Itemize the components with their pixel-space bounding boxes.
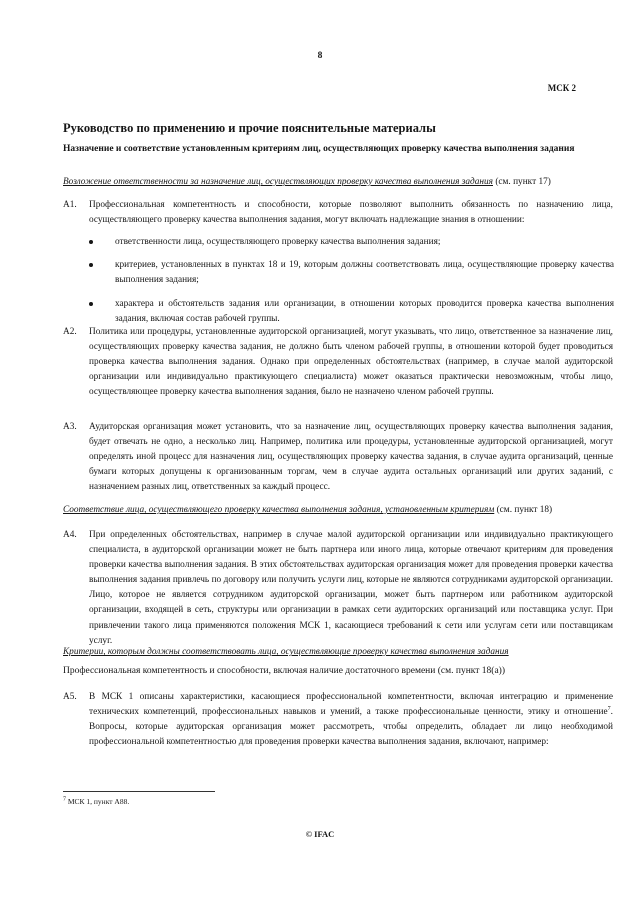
- paragraph-a4: [63, 528, 613, 649]
- standard-code: МСК 2: [547, 83, 576, 93]
- bullet-list: [89, 235, 614, 333]
- footnote-divider: [63, 791, 215, 792]
- paragraph-a2: [63, 325, 613, 400]
- paragraph-number: A5.: [63, 692, 77, 702]
- paragraph-text: Аудиторская организация может установить, что за назначение лиц, осуществляющих проверку качества выполнения задания, будет отвечать не одно, а несколько лиц. Например, политика или процедуры, установленные аудиторской организацией, могут определять иной процесс для назначения лиц, осуществляющих проверку качества задания, в случае аудита организаций, ценные бумаги которых допущены к организованным торгам, чем в случае аудита остальных организаций или других заданий, с назначением разных лиц, ответственных за каждый процесс.: [89, 422, 613, 493]
- paragraph-a3: [63, 420, 613, 495]
- subheading-responsibility: [63, 177, 603, 187]
- copyright-footer: © IFAC: [305, 829, 335, 839]
- list-item: характера и обстоятельств задания или организации, в отношении которых проводится проверка качества выполнения задания, включая состав рабочей группы.: [89, 297, 614, 327]
- paragraph-text: Профессиональная компетентность и способности, которые позволяют выполнить обязанность по назначению лица, осуществляющего проверку качества выполнения задания, могут включать надлежащие знания в отношении:: [89, 200, 613, 226]
- paragraph-a5: [63, 690, 613, 750]
- page-number: 8: [317, 51, 323, 61]
- list-item: критериев, установленных в пунктах 18 и 19, которым должны соответствовать лица, осуществляющие проверку качества выполнения задания;: [89, 258, 614, 288]
- paragraph-text: Политика или процедуры, установленные аудиторской организацией, могут указывать, что лицо, ответственное за назначение лиц, осуществляющих проверку качества задания, не должно быть членом рабочей группы, в отношении которой будет проводиться проверка качества выполнения задания. Однако при определенных обстоятельствах (например, в случае малой аудиторской организации или индивидуально практикующего специалиста) может оказаться практически невозможным, чтобы лицо, осуществляющее проверку качества выполнения задания, было не назначено членом рабочей группы.: [89, 327, 613, 398]
- subheading-italic: Соответствие лица, осуществляющего проверку качества выполнения задания, установленным критериям: [63, 505, 495, 515]
- subheading-ref: (см. пункт 18): [494, 505, 553, 515]
- subheading-criteria: [63, 647, 603, 657]
- footnote-reference[interactable]: 7: [607, 706, 611, 712]
- list-item: ответственности лица, осуществляющего проверку качества выполнения задания;: [89, 235, 614, 250]
- footnote-text: МСК 1, пункт А88.: [66, 797, 130, 806]
- subheading-competence: Профессиональная компетентность и способности, включая наличие достаточного времени (см. пункт 18(а)): [63, 666, 506, 676]
- paragraph-number: A2.: [63, 327, 77, 337]
- page-title: Руководство по применению и прочие пояснительные материалы: [63, 121, 436, 135]
- paragraph-number: A4.: [63, 530, 77, 540]
- paragraph-a1: [63, 198, 613, 228]
- footnote-mark: 7: [63, 796, 66, 803]
- paragraph-number: A3.: [63, 422, 77, 432]
- bullet-icon: [89, 302, 93, 306]
- subheading-eligibility: [63, 505, 603, 515]
- paragraph-text: В МСК 1 описаны характеристики, касающиеся профессиональной компетентности, включая интеграцию и применение технических компетенций, профессиональных навыков и умений, а также профессиональные ценности, этику и отношение$^7$. Вопросы, которые аудиторская организация может рассмотреть, чтобы определить, обладает ли лицо необходимой профессиональной компетентностью для проведения проверки качества выполнения задания, включают, например:: [89, 692, 613, 748]
- subheading-italic: Возложение ответственности за назначение лиц, осуществляющих проверку качества выполнения задания: [63, 177, 493, 187]
- subheading-italic: Критерии, которым должны соответствовать лица, осуществляющие проверку качества выполнения задания: [63, 647, 509, 657]
- bullet-icon: [89, 263, 93, 267]
- bullet-icon: [89, 240, 93, 244]
- paragraph-text: При определенных обстоятельствах, например в случае малой аудиторской организации или индивидуально практикующего специалиста, в аудиторской организации может не быть партнера или иного лица, которые отвечают критериям для проведения проверки качества выполнения задания. В этих обстоятельствах аудиторская организация может для проведения проверки качества выполнения задания привлечь по договору или получить услуги лиц, которые не являются сотрудниками аудиторской организации. Лицо, которое не является сотрудником аудиторской организации, может быть партнером или работником аудиторской организации, входящей в сеть, структуры или организации в рамках сети аудиторских организаций или поставщика услуг. При привлечении такого лица применяются положения МСК 1, касающиеся требований к сети или услугам сети или поставщикам услуг.: [89, 530, 613, 646]
- section-heading: Назначение и соответствие установленным критериям лиц, осуществляющих проверку качества выполнения задания: [63, 144, 575, 154]
- subheading-ref: (см. пункт 17): [493, 177, 551, 187]
- paragraph-number: A1.: [63, 200, 77, 210]
- footnote: [63, 797, 129, 806]
